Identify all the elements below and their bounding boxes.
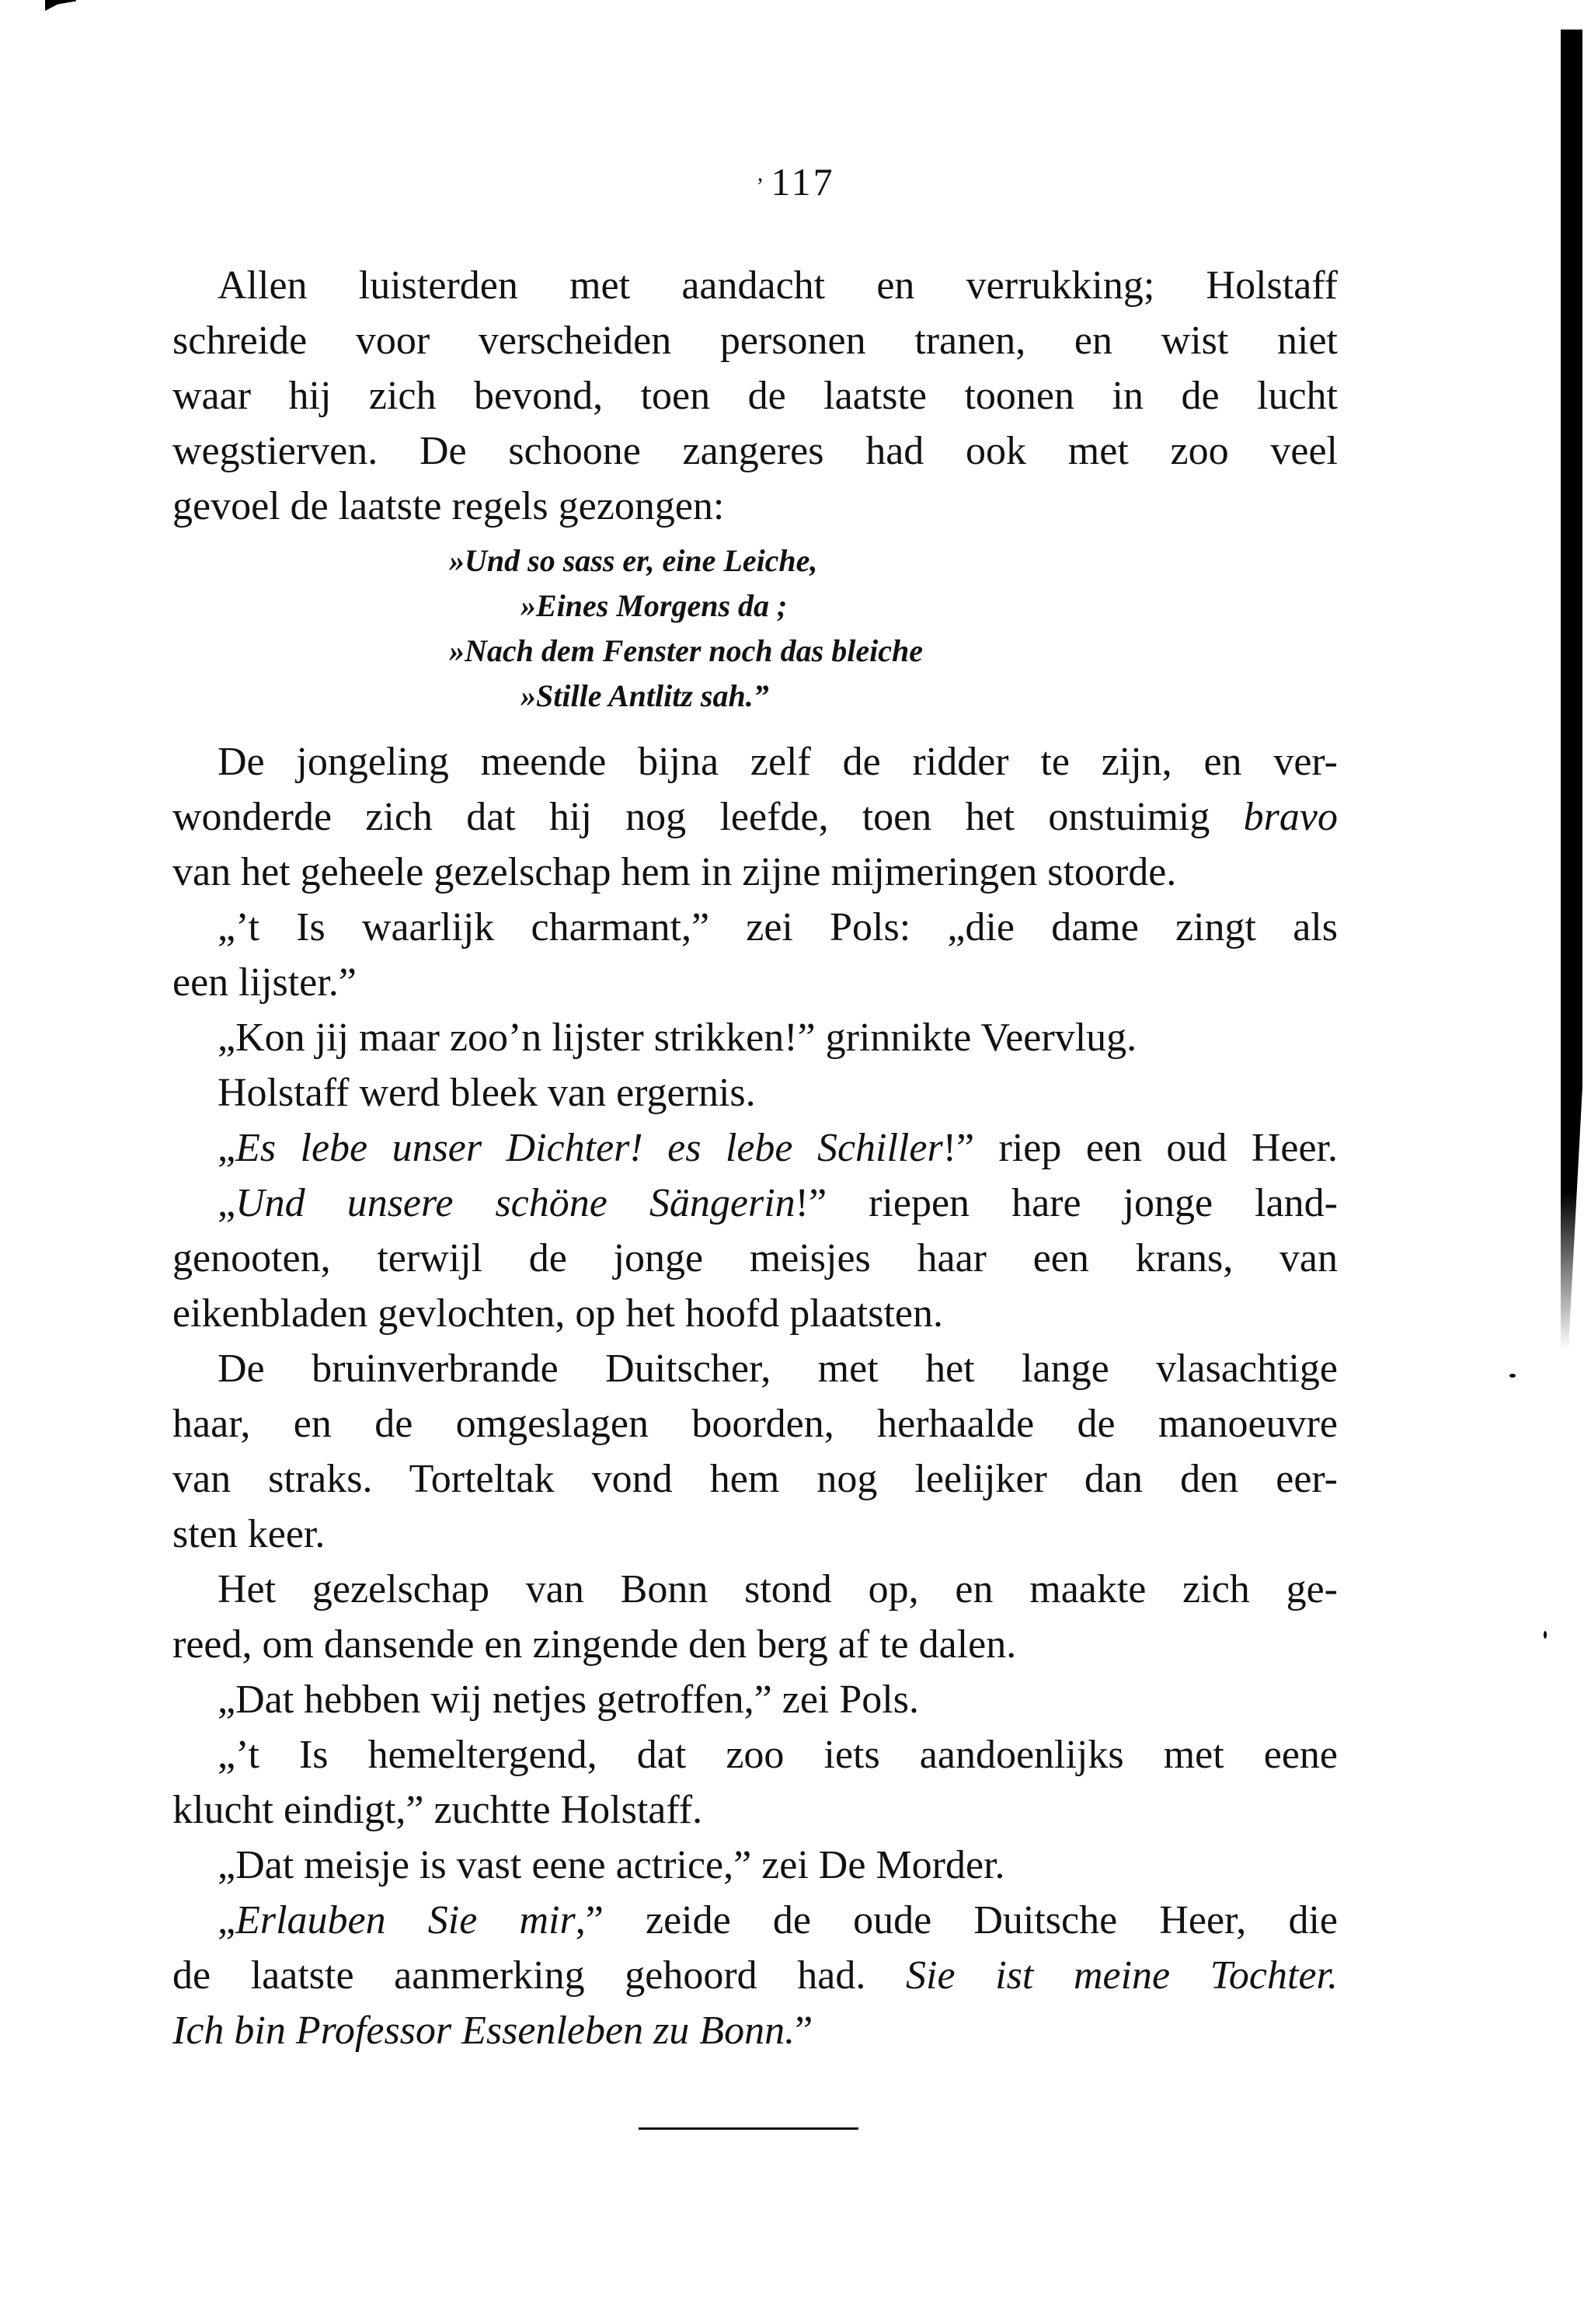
text-line: reed, om dansende en zingende den berg af te dalen. <box>172 1622 1017 1667</box>
text-line <box>172 1120 1338 1176</box>
text-line: „’t Is waarlijk charmant,” zei Pols: „die dame zingt als <box>218 905 1338 949</box>
paragraph <box>172 258 1338 534</box>
text-line: „Dat meisje is vast eene actrice,” zei De Morder. <box>218 1843 1005 1887</box>
text-line: sten keer. <box>172 1512 326 1556</box>
text-line: Het gezelschap van Bonn stond op, en maakte zich ge- <box>218 1567 1338 1611</box>
text-line: „Dat hebben wij netjes getroffen,” zei Pols. <box>218 1678 919 1722</box>
text-span: „ <box>218 1181 236 1225</box>
text-span: !” riep een oud Heer. <box>942 1126 1339 1170</box>
text-span: wonderde zich dat hij nog leefde, toen het onstuimig <box>172 795 1244 839</box>
paragraph <box>172 1176 1338 1341</box>
italic-phrase: Und unsere schöne Sängerin <box>235 1181 796 1225</box>
text-line <box>172 789 1338 845</box>
scan-speck <box>1544 1631 1547 1639</box>
poem-quote <box>172 534 1338 734</box>
paragraph <box>172 1893 1338 2058</box>
italic-phrase: Sie ist meine Tochter. <box>906 1953 1338 1998</box>
poem-line: »Nach dem Fenster noch das bleiche <box>449 633 923 668</box>
scan-corner-mark <box>45 0 76 11</box>
end-rule-divider <box>639 2127 858 2130</box>
text-line: genooten, terwijl de jonge meisjes haar een krans, van <box>172 1236 1338 1280</box>
text-span: ,” zeide de oude Duitsche Heer, die <box>575 1898 1338 1942</box>
paragraph <box>172 1727 1338 1838</box>
text-span: !” riepen hare jonge land- <box>795 1181 1339 1225</box>
text-line: gevoel de laatste regels gezongen: <box>172 484 725 528</box>
text-line <box>172 1893 1338 1948</box>
scan-speck <box>1509 1374 1516 1378</box>
text-line: De bruinverbrande Duitscher, met het lange vlasachtige <box>218 1347 1338 1391</box>
scan-edge-shadow <box>1561 30 1582 1350</box>
text-line: eikenbladen gevlochten, op het hoofd plaatsten. <box>172 1291 944 1336</box>
text-span: „ <box>218 1126 236 1170</box>
paragraph <box>172 734 1338 900</box>
text-line: Allen luisterden met aandacht en verrukking; Holstaff <box>218 263 1338 308</box>
text-line <box>172 1176 1338 1231</box>
text-line <box>172 1948 1338 2003</box>
text-line: schreide voor verscheiden personen tranen, en wist niet <box>172 319 1338 363</box>
italic-phrase: Erlauben Sie mir <box>235 1898 576 1942</box>
text-span: ” <box>795 2009 813 2053</box>
poem-line: »Und so sass er, eine Leiche, <box>449 543 818 578</box>
page-number <box>0 159 1591 204</box>
text-line <box>172 2003 1338 2058</box>
italic-phrase: Ich bin Professor Essenleben zu Bonn. <box>172 2009 796 2053</box>
text-line: De jongeling meende bijna zelf de ridder te zijn, en ver- <box>218 740 1338 784</box>
poem-line: »Eines Morgens da ; <box>520 588 788 623</box>
page-body <box>172 258 1338 2058</box>
page-number-value: 117 <box>771 160 835 204</box>
text-line: van het geheele gezelschap hem in zijne mijmeringen stoorde. <box>172 850 1177 894</box>
paragraph <box>172 900 1338 1010</box>
text-line: van straks. Torteltak vond hem nog leelijker dan den eer- <box>172 1457 1338 1501</box>
text-span: de laatste aanmerking gehoord had. <box>172 1953 907 1998</box>
text-line: „Kon jij maar zoo’n lijster strikken!” grinnikte Veervlug. <box>218 1016 1137 1060</box>
page-number-tick: ’ <box>756 172 767 199</box>
text-line: waar hij zich bevond, toen de laatste toonen in de lucht <box>172 374 1338 418</box>
italic-word: bravo <box>1243 795 1338 839</box>
text-span: „ <box>218 1898 236 1942</box>
text-line: klucht eindigt,” zuchtte Holstaff. <box>172 1788 703 1832</box>
paragraph <box>172 1341 1338 1562</box>
text-line: „’t Is hemeltergend, dat zoo iets aandoenlijks met eene <box>218 1733 1338 1777</box>
paragraph <box>172 1562 1338 1672</box>
poem-line: »Stille Antlitz sah.” <box>520 678 769 713</box>
text-line: een lijster.” <box>172 960 357 1005</box>
text-line: Holstaff werd bleek van ergernis. <box>218 1071 756 1115</box>
text-line: haar, en de omgeslagen boorden, herhaalde de manoeuvre <box>172 1402 1338 1446</box>
text-line: wegstierven. De schoone zangeres had ook met zoo veel <box>172 429 1338 473</box>
italic-phrase: Es lebe unser Dichter! es lebe Schiller <box>235 1126 943 1170</box>
